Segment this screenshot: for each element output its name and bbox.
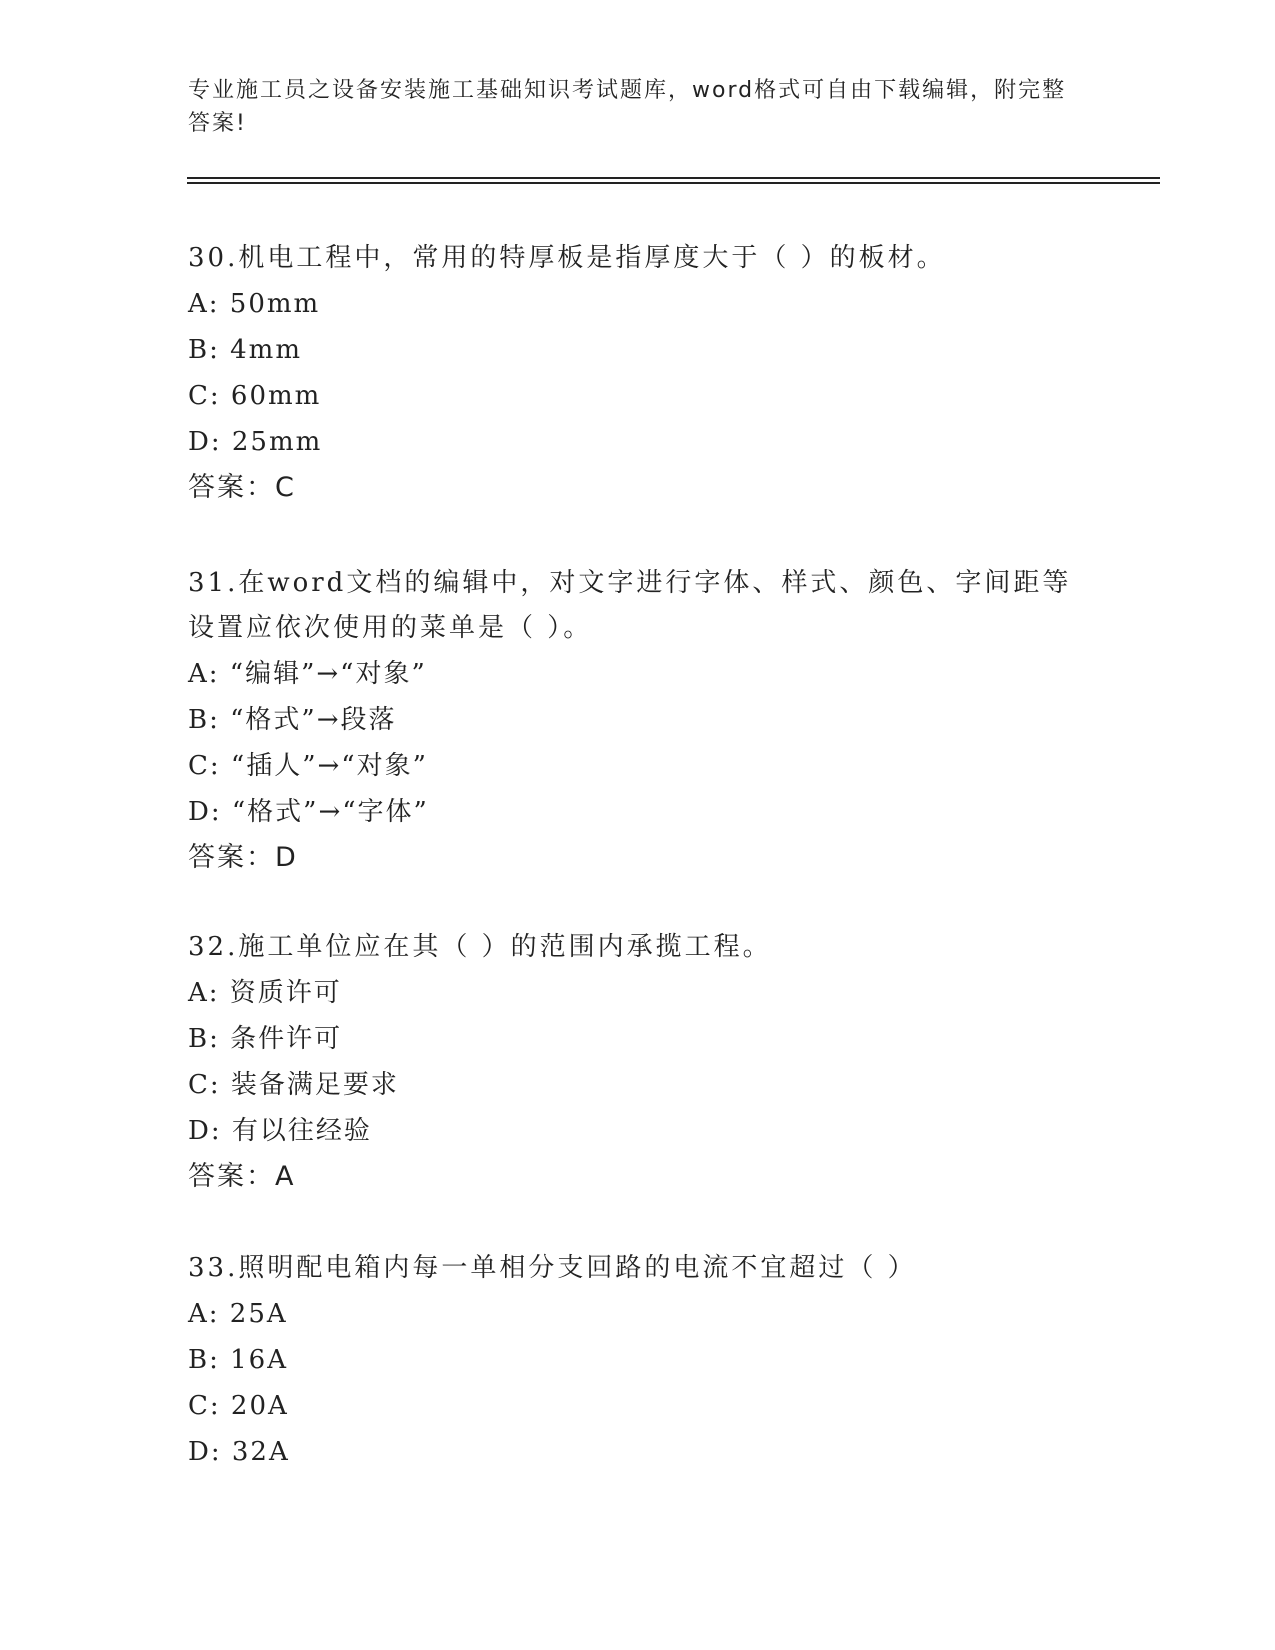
question-30	[188, 236, 1088, 511]
question-stem: 32.施工单位应在其（ ）的范围内承揽工程。	[188, 932, 772, 962]
header-rule-top	[187, 177, 1160, 179]
option-c: C: 装备满足要求	[188, 1070, 399, 1100]
option-b: B: 16A	[188, 1345, 288, 1375]
question-32	[188, 925, 1088, 1200]
question-stem: 31.在word文档的编辑中，对文字进行字体、样式、颜色、字间距等设置应依次使用的菜单是（ ）。	[188, 568, 1072, 643]
option-d: D: 25mm	[188, 427, 323, 457]
question-31	[188, 561, 1088, 881]
option-a: A: “编辑”→“对象”	[188, 659, 427, 689]
option-b: B: “格式”→段落	[188, 705, 397, 735]
option-d: D: 有以往经验	[188, 1116, 372, 1146]
option-a: A: 50mm	[188, 289, 321, 319]
answer-line: 答案：C	[188, 472, 296, 503]
answer-line: 答案：A	[188, 1161, 296, 1192]
option-d: D: 32A	[188, 1437, 290, 1467]
header-rule-bottom	[187, 182, 1160, 184]
option-d: D: “格式”→“字体”	[188, 797, 429, 827]
answer-line: 答案：D	[188, 842, 298, 873]
option-b: B: 条件许可	[188, 1024, 343, 1054]
question-stem: 33.照明配电箱内每一单相分支回路的电流不宜超过（ ）	[188, 1253, 917, 1283]
option-a: A: 25A	[188, 1299, 288, 1329]
document-header: 专业施工员之设备安装施工基础知识考试题库，word格式可自由下载编辑，附完整答案!	[188, 78, 1067, 136]
question-33	[188, 1246, 1088, 1475]
option-c: C: 60mm	[188, 381, 322, 411]
question-stem: 30.机电工程中，常用的特厚板是指厚度大于（ ）的板材。	[188, 243, 946, 273]
option-c: C: 20A	[188, 1391, 289, 1421]
option-b: B: 4mm	[188, 335, 302, 365]
option-c: C: “插人”→“对象”	[188, 751, 428, 781]
option-a: A: 资质许可	[188, 978, 342, 1008]
